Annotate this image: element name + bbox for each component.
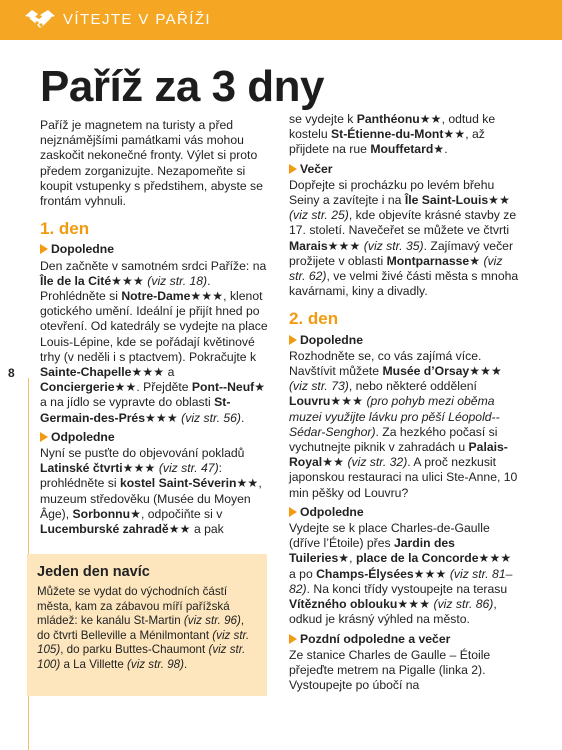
handshake-icon xyxy=(24,9,56,31)
extra-day-text: Můžete se vydat do východních částí města, kam za zábavou míří pařížská mládež: ke kanálu St-Martin (viz str. 96), do čtvrti Belleville a Ménilmontant (viz str. 105), do parku Buttes-Chaumont (viz str. 100) a La Villette (viz str. 98). xyxy=(37,585,250,671)
day1-title: 1. den xyxy=(40,219,90,239)
day2-morning-text: Rozhodněte se, co vás zajímá více. Navštívit můžete Musée d’Orsay★★★ (viz str. 73), nebo některé oddělení Louvru★★★ (pro pohyb mezi oběma muzei využijte lávku pro pěší Léopold--Sédar-Senghor). Za hezkého počasí si vychutnejte piknik v zahradách u Palais-Royal★★ (viz str. 32). A proč nezkusit japonskou restauraci na ulici Ste-Anne, 10 min pěšky od Louvru? xyxy=(289,348,518,500)
page-number: 8 xyxy=(8,366,15,380)
banner-title: VÍTEJTE V PAŘÍŽI xyxy=(63,11,211,28)
column-right xyxy=(289,112,521,693)
day2-afternoon-text: Vydejte se k place Charles-de-Gaulle (dříve l’Étoile) přes Jardin des Tuileries★, place de la Concorde★★★ a po Champs-Élysées★★★ (viz str. 81–82). Na konci třídy vystoupejte na terasu Vítězného oblouku★★★ (viz str. 86), odkud je krásný výhled na město. xyxy=(289,521,513,627)
day2-morning-heading: Dopoledne xyxy=(289,333,521,348)
day2-late-text: Ze stanice Charles de Gaulle – Étoile přejeďte metrem na Pigalle (linka 2). Vystoupejte po úbočí na xyxy=(289,647,491,693)
day1-morning-heading: Dopoledne xyxy=(40,242,272,257)
day2-title: 2. den xyxy=(289,309,339,329)
day1-evening-text: Dopřejte si procházku po levém břehu Seiny a zavítejte i na Île Saint-Louis★★ (viz str. 25), kde objevíte krásné stavby ze 17. století. Navečeřet se můžete ve čtvrti Marais★★★ (viz str. 35). Zajímavý večer prožijete v oblasti Montparnasse★ (viz str. 62), ve velmi živé části města s mnoha kavárnami, kiny a divadly. xyxy=(289,177,519,299)
extra-day-title: Jeden den navíc xyxy=(37,564,150,580)
extra-day-box xyxy=(27,554,267,696)
day2-afternoon-heading: Odpoledne xyxy=(289,505,521,520)
day2-late-heading: Pozdní odpoledne a večer xyxy=(289,632,521,647)
day1-afternoon-heading: Odpoledne xyxy=(40,430,272,445)
column-left xyxy=(40,118,272,537)
day1-evening-heading: Večer xyxy=(289,162,521,177)
page-title: Paříž za 3 dny xyxy=(40,62,325,111)
day1-morning-text: Den začněte v samotném srdci Paříže: na Île de la Cité★★★ (viz str. 18). Prohlédněte si Notre-Dame★★★, klenot gotického umění. Ideální je přijít hned po otevření. Od katedrály se vydejte na place Louis-Lépine, kde se pořádají květinové trhy (v neděli i s ptactvem). Pokračujte k Sainte-Chapelle★★★ a Conciergerie★★. Přejděte Pont--Neuf★ a na jídlo se vypravte do oblasti St-Germain-des-Prés★★★ (viz str. 56). xyxy=(40,258,268,425)
day1-afternoon-text: Nyní se pusťte do objevování pokladů Latinské čtvrti★★★ (viz str. 47): prohlédněte si kostel Saint-Séverin★★, muzeum středověku (Musée du Moyen Âge), Sorbonnu★, odpočiňte si v Lucemburské zahradě★★ a pak xyxy=(40,446,262,537)
header-banner xyxy=(0,0,562,40)
intro-paragraph: Paříž je magnetem na turisty a před nejznámějšími památkami vás mohou zaskočit nekonečné fronty. Výlet si proto předem zorganizujte. Nezapomeňte si koupit vstupenky s předstihem, abyste se frontám vyhnuli. xyxy=(40,118,263,209)
day1-afternoon-text-continued: se vydejte k Panthéonu★★, odtud ke kostelu St-Étienne-du-Mont★★, až přijdete na rue Mouffetard★. xyxy=(289,112,496,157)
